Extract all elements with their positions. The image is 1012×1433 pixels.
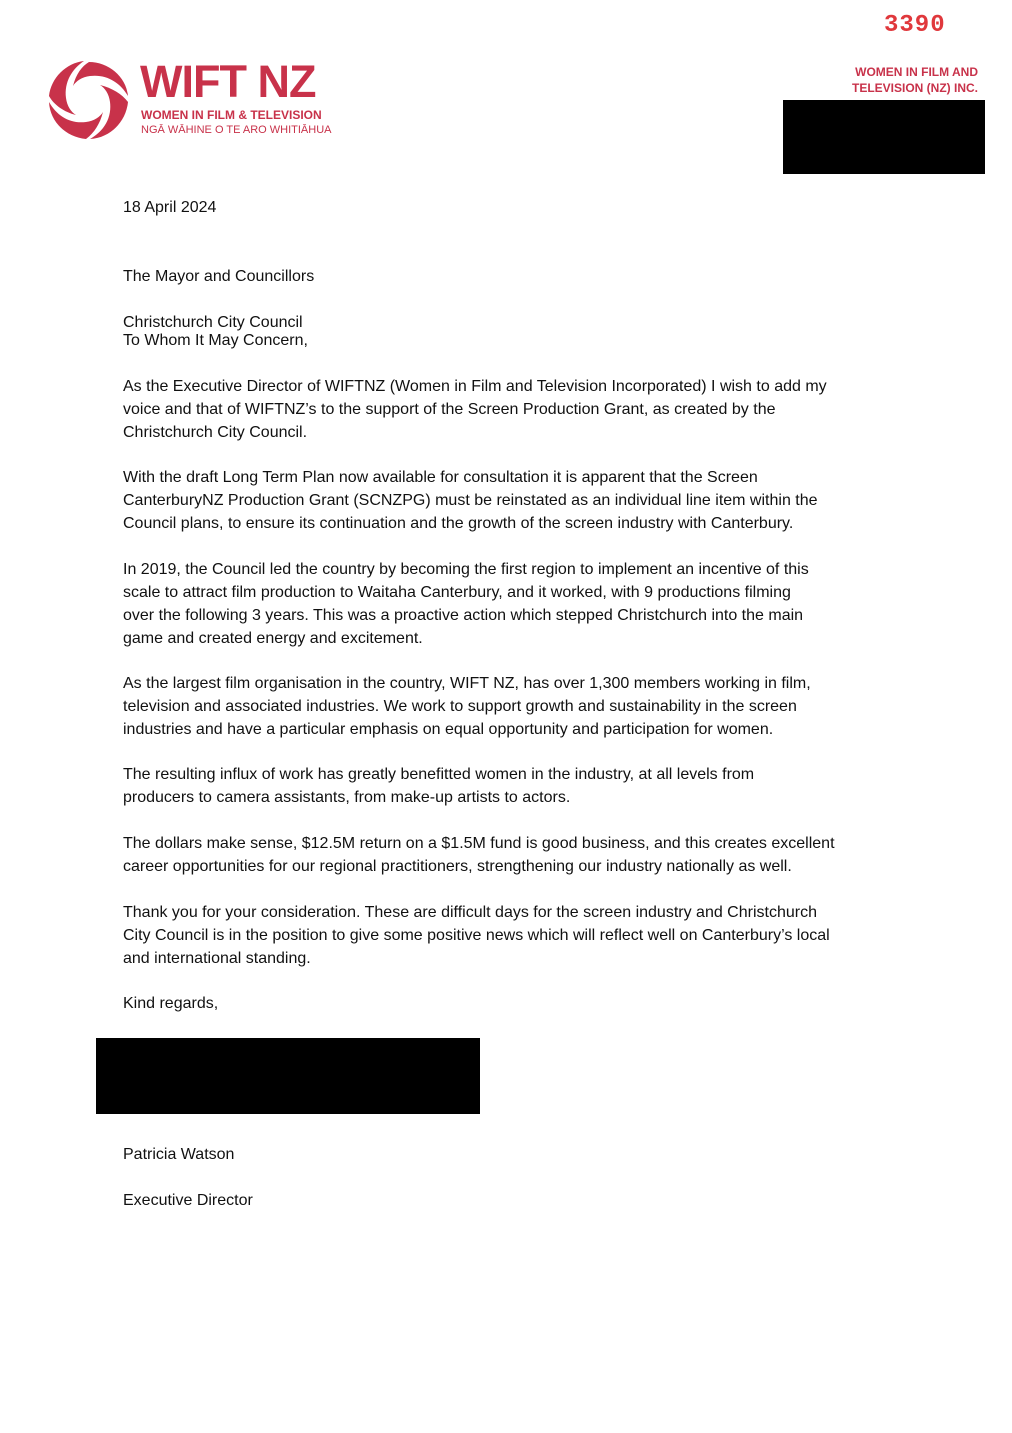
wift-swirl-logo-icon <box>46 58 132 142</box>
body-paragraph-6: The dollars make sense, $12.5M return on a $1.5M fund is good business, and this creates excellent career opportunities for our regional practitioners, strengthening our industry nationally as well. <box>123 835 835 875</box>
signatory-title: Executive Director <box>123 1192 253 1209</box>
body-paragraph-3: In 2019, the Council led the country by becoming the first region to implement an incentive of this scale to attract film production to Waitaha Canterbury, and it worked, with 9 productions filming over the following 3 years. This was a proactive action which stepped Christchurch into the main game and created energy and excitement. <box>123 561 809 647</box>
organisation-name <box>806 64 978 96</box>
recipient-line1: The Mayor and Councillors <box>123 268 315 285</box>
body-paragraph-4: As the largest film organisation in the country, WIFT NZ, has over 1,300 members working in film, television and associated industries. We work to support growth and sustainability in the screen industries and have a particular emphasis on equal opportunity and participation for women. <box>123 675 811 738</box>
signatory-block <box>123 1120 903 1235</box>
closing: Kind regards, <box>123 995 219 1012</box>
body-paragraph-5: The resulting influx of work has greatly benefitted women in the industry, at all levels from producers to camera assistants, from make-up artists to actors. <box>123 766 755 806</box>
organisation-name-line2: TELEVISION (NZ) INC. <box>852 81 978 95</box>
redacted-address-block <box>783 100 985 174</box>
logo-title: WIFT NZ <box>140 56 316 107</box>
document-number-stamp: 3390 <box>884 12 946 39</box>
wift-nz-logo <box>46 58 346 142</box>
logo-subtitle: WOMEN IN FILM & TELEVISION <box>141 108 322 122</box>
recipient-line2: Christchurch City Council <box>123 314 303 331</box>
signatory-name: Patricia Watson <box>123 1146 235 1163</box>
organisation-name-line1: WOMEN IN FILM AND <box>855 65 978 79</box>
body-paragraph-1: As the Executive Director of WIFTNZ (Women in Film and Television Incorporated) I wish to add my voice and that of WIFTNZ’s to the support of the Screen Production Grant, as created by the Christchurch City Council. <box>123 378 827 441</box>
letter-date: 18 April 2024 <box>123 199 217 216</box>
redacted-signature <box>96 1038 480 1114</box>
body-paragraph-2: With the draft Long Term Plan now available for consultation it is apparent that the Screen CanterburyNZ Production Grant (SCNZPG) must be reinstated as an individual line item within the Council plans, to ensure its continuation and the growth of the screen industry with Canterbury. <box>123 469 818 532</box>
salutation: To Whom It May Concern, <box>123 332 308 349</box>
body-paragraph-7: Thank you for your consideration. These are difficult days for the screen industry and Christchurch City Council is in the position to give some positive news which will reflect well on Canterbury’s local and international standing. <box>123 904 830 967</box>
logo-subtitle-maori: NGĀ WĀHINE O TE ARO WHITIĀHUA <box>141 124 332 136</box>
